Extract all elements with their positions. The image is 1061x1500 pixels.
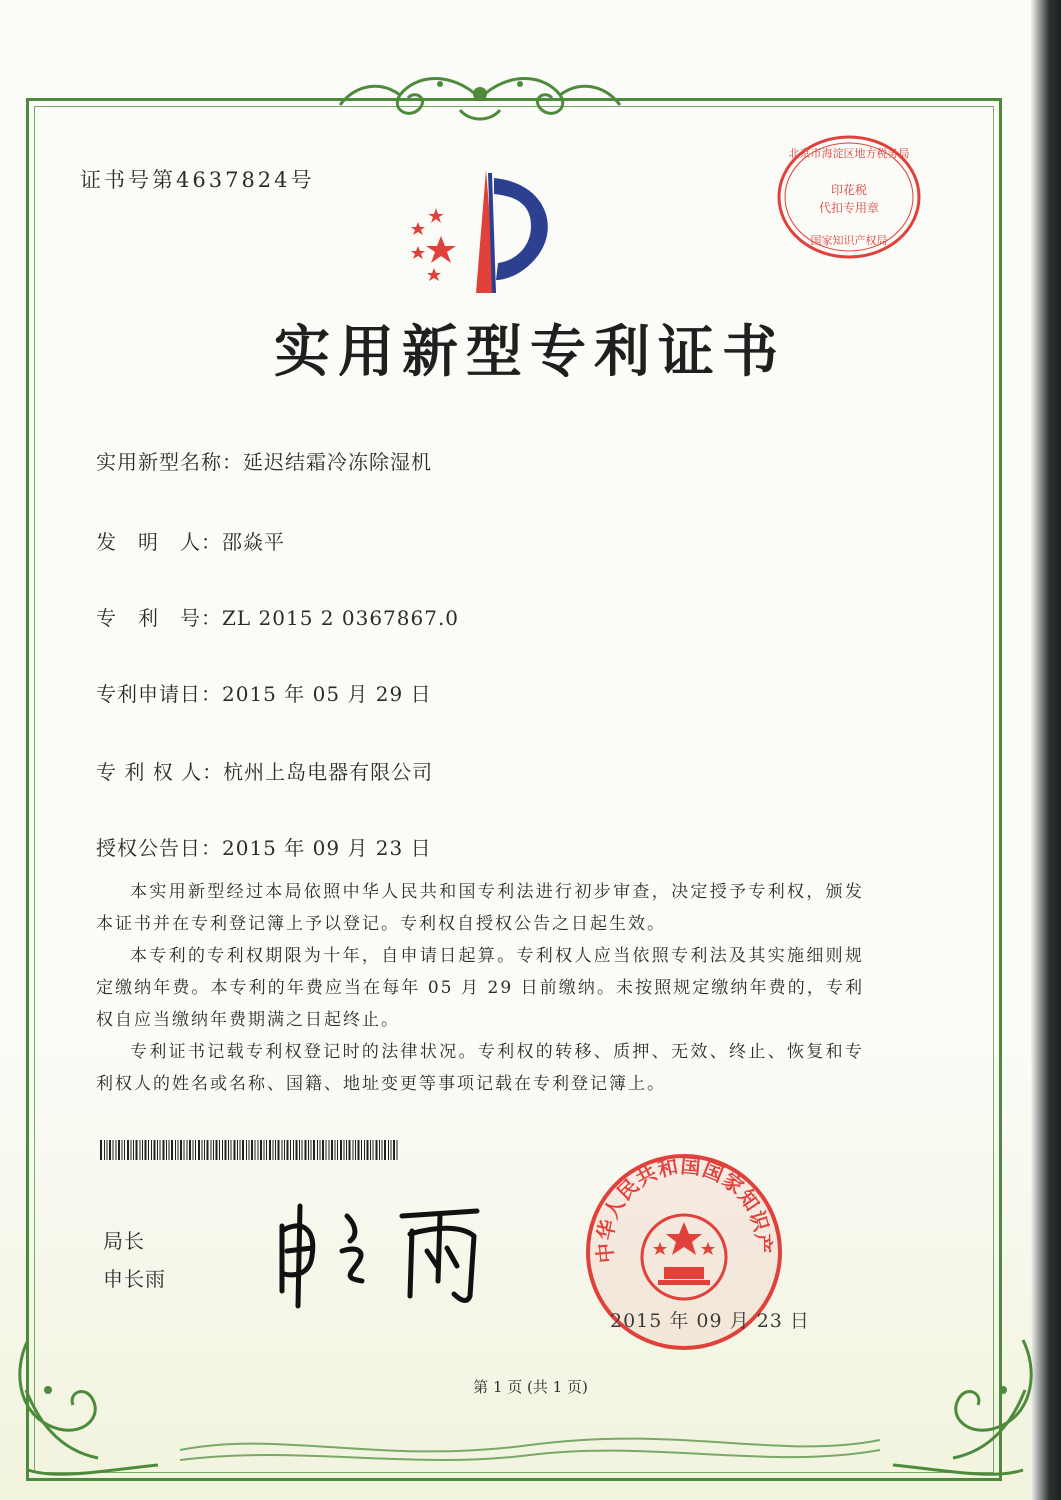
svg-text:中华人民共和国国家知识产权局: 中华人民共和国国家知识产: [592, 1153, 776, 1264]
body-paragraph: 本实用新型经过本局依照中华人民共和国专利法进行初步审查，决定授予专利权，颁发本证书并在专利登记簿上予以登记。专利权自授权公告之日起生效。: [96, 882, 864, 934]
svg-text:代扣专用章: 代扣专用章: [818, 201, 880, 215]
body-paragraph: 本专利的专利权期限为十年，自申请日起算。专利权人应当依照专利法及其实施细则规定缴纳年费。本专利的年费应当在每年 05 月 29 日前缴纳。未按照规定缴纳年费的，专利权自应当缴纳年费期满之日起终止。: [96, 946, 864, 1030]
page-number: 第 1 页 (共 1 页): [473, 1378, 588, 1396]
tax-stamp-seal: [774, 132, 924, 262]
body-paragraph: 专利证书记载专利权登记时的法律状况。专利权的转移、质押、无效、终止、恢复和专利权人的姓名或名称、国籍、地址变更等事项记载在专利登记簿上。: [96, 1042, 864, 1094]
top-ornament: [320, 60, 640, 130]
field-grant-announcement-date: 授权公告日：2015 年 09 月 23 日: [96, 836, 432, 860]
signatory-role: 局长: [103, 1229, 145, 1253]
handwritten-signature: [262, 1196, 502, 1316]
svg-text:国家知识产权局: 国家知识产权局: [810, 234, 888, 247]
seal-date: 2015 年 09 月 23 日: [610, 1310, 810, 1332]
certificate-number: 证书号第4637824号: [80, 168, 315, 192]
field-inventor: 发 明 人：邵焱平: [96, 530, 285, 554]
certificate-body-text: [96, 876, 864, 1100]
field-application-date: 专利申请日：2015 年 05 月 29 日: [96, 682, 432, 706]
signatory-block: [103, 1222, 166, 1298]
field-patent-number: 专 利 号：ZL 2015 2 0367867.0: [96, 606, 460, 630]
signatory-name: 申长雨: [103, 1267, 166, 1291]
certificate-title: 实用新型专利证书: [274, 319, 786, 385]
patent-office-logo: [396, 168, 566, 298]
corner-ornament-left: [8, 1330, 178, 1480]
svg-text:北京市海淀区地方税务局: 北京市海淀区地方税务局: [788, 147, 910, 160]
field-patentee: 专 利 权 人：杭州上岛电器有限公司: [96, 760, 434, 784]
field-utility-model-name: 实用新型名称：延迟结霜冷冻除湿机: [96, 450, 432, 474]
barcode: [100, 1140, 400, 1160]
bottom-ornament: [180, 1410, 880, 1470]
svg-text:印花税: 印花税: [830, 183, 868, 197]
scan-edge: [1031, 0, 1061, 1500]
corner-ornament-right: [873, 1330, 1043, 1480]
